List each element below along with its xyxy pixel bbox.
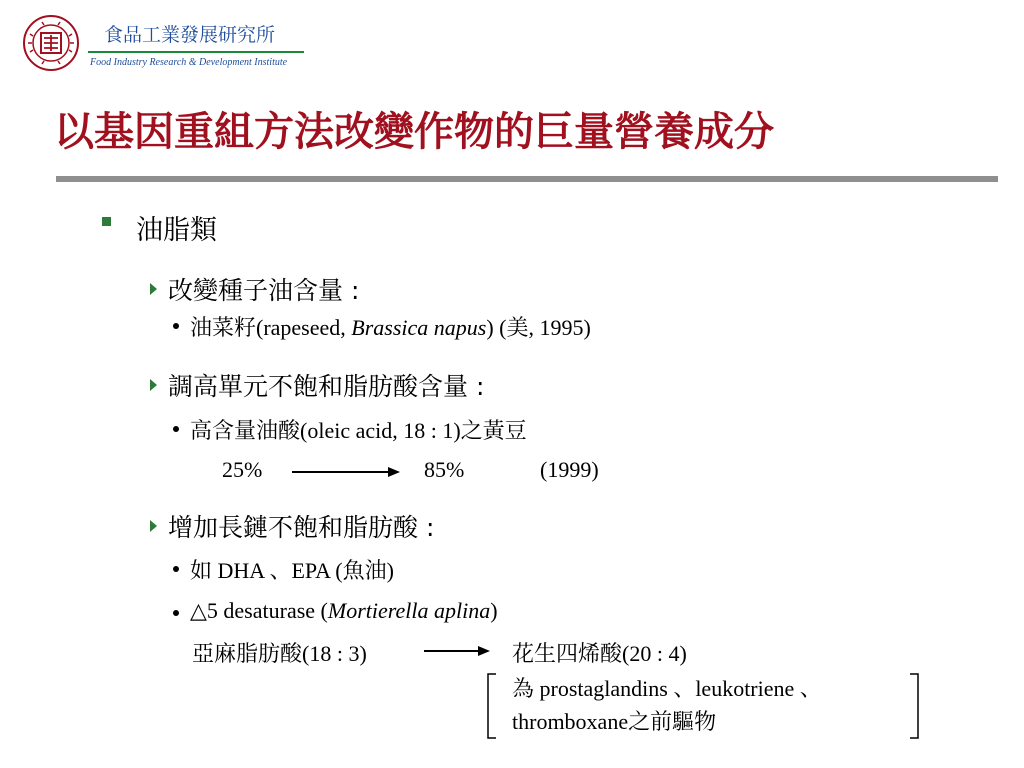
title-divider: [56, 176, 998, 182]
triangle-bullet-icon: [150, 283, 157, 295]
dot-bullet-icon: [173, 323, 179, 329]
item-3-sub-1: 如 DHA 、EPA (魚油): [190, 558, 394, 583]
institute-seal-icon: [22, 14, 80, 72]
item-2-label: 調高單元不飽和脂肪酸含量 :: [168, 372, 485, 401]
left-bracket-icon: [484, 672, 498, 740]
item-1-sub-species: Brassica napus: [351, 315, 487, 340]
note-line-2: thromboxane之前驅物: [512, 709, 717, 734]
arrow-right-icon: [388, 467, 400, 477]
reaction-arrow: [424, 650, 480, 652]
change-from: 25%: [222, 457, 263, 482]
right-bracket-icon: [908, 672, 922, 740]
section-heading: 油脂類: [136, 215, 217, 246]
institute-name-cn: 食品工業發展研究所: [104, 24, 276, 46]
change-year: (1999): [540, 457, 599, 482]
dot-bullet-icon: [173, 566, 179, 572]
square-bullet-icon: [102, 217, 111, 226]
triangle-bullet-icon: [150, 520, 157, 532]
dot-bullet-icon: [173, 426, 179, 432]
institute-name-en: Food Industry Research & Development Institute: [90, 57, 288, 68]
item-1-label: 改變種子油含量 :: [168, 276, 360, 305]
item-2-sub: 高含量油酸(oleic acid, 18 : 1)之黃豆: [190, 418, 527, 443]
arrow-right-icon: [478, 646, 490, 656]
item-3-sub-2-species: Mortierella aplina: [327, 598, 491, 623]
item-1-sub-prefix: 油菜籽(rapeseed,: [190, 315, 352, 340]
triangle-bullet-icon: [150, 379, 157, 391]
change-arrow: [292, 471, 388, 473]
item-3-label: 增加長鏈不飽和脂肪酸 :: [168, 513, 435, 542]
header-divider: [88, 51, 304, 53]
item-3-sub-2-suffix: ): [490, 598, 498, 623]
reaction-to: 花生四烯酸(20 : 4): [512, 641, 687, 666]
item-1-sub: [190, 311, 591, 342]
change-to: 85%: [424, 457, 465, 482]
slide-title: 以基因重組方法改變作物的巨量營養成分: [54, 109, 774, 155]
note-line-1: 為 prostaglandins 、leukotriene 、: [512, 676, 822, 701]
item-3-sub-2-prefix: △5 desaturase (: [190, 598, 328, 623]
dot-bullet-icon: [173, 610, 179, 616]
item-1-sub-suffix: ) (美, 1995): [486, 315, 591, 340]
reaction-from: 亞麻脂肪酸(18 : 3): [192, 641, 367, 666]
item-3-sub-2: [190, 598, 498, 624]
